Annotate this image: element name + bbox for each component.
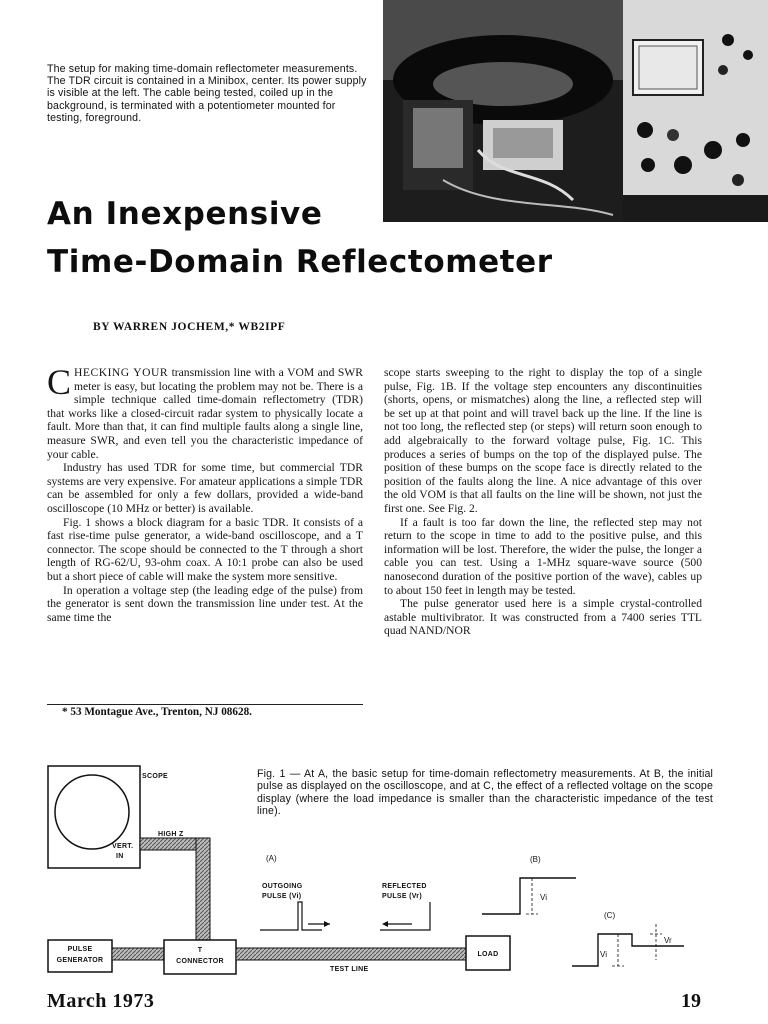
waveform-b: [482, 878, 576, 914]
label-vi-b: Vi: [540, 893, 547, 902]
label-test-line: TEST LINE: [330, 966, 369, 973]
scope-screen-icon: [55, 775, 129, 849]
t-connector-box: [164, 940, 236, 974]
label-vert: VERT.: [112, 843, 134, 850]
outgoing-arrowhead-icon: [324, 921, 330, 927]
paragraph: [47, 362, 363, 461]
label-t: T: [197, 947, 203, 954]
paragraph-text: transmission line with a VOM and SWR meter is easy, but locating the problem may not be. There is a simple technique called time-domain reflectometry (TDR) that works like a closed-circuit radar system to physically locate a fault. More than that, it can find multiple faults along a single line, measure SWR, and even tell you the characteristic impedance of your cable.: [47, 366, 363, 461]
label-high-z: HIGH Z: [158, 831, 184, 838]
label-reflected-pulse: PULSE (Vr): [382, 893, 422, 900]
article-title: [47, 190, 727, 286]
paragraph: Fig. 1 shows a block diagram for a basic TDR. It consists of a fast rise-time pulse generator, a wide-band oscilloscope, and a T connector. The scope should be connected to the T through a short length of RG-62/U, 93-ohm coax. A 10:1 probe can also be used but a short piece of cable will make the system more sensitive.: [47, 515, 363, 583]
photo-caption: The setup for making time-domain reflectometer measurements. The TDR circuit is contained in a Minibox, center. Its power supply is visible at the left. The cable being tested, coiled up in the background, is terminated with a potentiometer mounted for testing, foreground.: [47, 63, 367, 124]
label-load: LOAD: [477, 951, 499, 958]
label-part-b: (B): [530, 855, 541, 864]
test-line-cable: [236, 948, 466, 960]
outgoing-pulse-waveform: [260, 902, 322, 930]
issue-date: March 1973: [47, 990, 155, 1012]
reflected-arrowhead-icon: [382, 921, 388, 927]
label-generator: GENERATOR: [56, 957, 104, 964]
label-outgoing-pulse: PULSE (Vi): [262, 893, 302, 900]
lab-photo: [383, 0, 768, 222]
oscilloscope-photo-icon: [383, 0, 768, 222]
paragraph: The pulse generator used here is a simple crystal-controlled astable multivibrator. It was constructed from a 7400 series TTL quad NAND/NOR: [384, 597, 702, 638]
vr-dimension-c: [650, 924, 662, 960]
pulse-generator-box: [48, 940, 112, 972]
label-in: IN: [116, 853, 124, 860]
paragraph: scope starts sweeping to the right to display the top of a single pulse, Fig. 1B. If the voltage step encounters any discontinuities (shorts, opens, or mismatches) along the line, a reflected step will be set up at that point and will travel back up the line. If the line is not too long, the reflected step (or steps) will return soon enough to add algebraically to the forward voltage pulse, Fig. 1C. This produces a series of bumps on the top of the displayed pulse. The position of these bumps on the scope face is directly related to the position of the faults along the line. A nice advantage of this over the old VOM is that all faults on the line will be shown, not just the first one. See Fig. 2.: [384, 366, 702, 515]
label-part-c: (C): [604, 911, 616, 920]
paragraph: If a fault is too far down the line, the reflected step may not return to the scope in time to add to the positive pulse, and this information will be lost. Therefore, the wider the pulse, the longer a cable you can test. Using a 1-MHz square-wave source (500 nanosecond duration of the positive portion of the wave), cables up to about 150 feet in length may be tested.: [384, 515, 702, 597]
vi-dimension-c: [612, 934, 624, 966]
title-line-2: Time-Domain Reflectometer: [47, 244, 553, 280]
label-part-a: (A): [266, 854, 277, 863]
byline: BY WARREN JOCHEM,* WB2IPF: [93, 321, 286, 333]
footnote: * 53 Montague Ave., Trenton, NJ 08628.: [62, 706, 252, 718]
label-pulse: PULSE: [67, 946, 93, 953]
page-number: 19: [681, 990, 701, 1012]
label-reflected: REFLECTED: [382, 883, 427, 890]
generator-cable: [112, 948, 164, 960]
lead-in: HECKING YOUR: [74, 366, 169, 379]
vertical-cable: [196, 838, 210, 942]
label-connector: CONNECTOR: [176, 958, 224, 965]
figure-caption: Fig. 1 — At A, the basic setup for time-domain reflectometry measurements. At B, the initial pulse as displayed on the oscilloscope, and at C, the effect of a reflected voltage on the scope display (where the load impedance is smaller than the characteristic impedance of the test line).: [257, 768, 713, 818]
title-line-1: An Inexpensive: [47, 196, 323, 232]
drop-cap: C: [47, 362, 72, 402]
paragraph: In operation a voltage step (the leading edge of the pulse) from the generator is sent down the transmission line under test. At the same time the: [47, 583, 363, 624]
label-scope: SCOPE: [142, 773, 169, 780]
label-outgoing: OUTGOING: [262, 883, 303, 890]
footnote-rule: [47, 704, 363, 705]
body-column-2: [384, 366, 702, 638]
vi-dimension-b: [526, 878, 538, 914]
paragraph: Industry has used TDR for some time, but commercial TDR systems are very expensive. For amateur applications a simple TDR can be assembled for only a few dollars, provided a wide-band oscilloscope (10 MHz or better) is available.: [47, 461, 363, 515]
label-vr-c: Vr: [664, 936, 672, 945]
body-column-1: [47, 362, 363, 624]
label-vi-c: Vi: [600, 950, 607, 959]
